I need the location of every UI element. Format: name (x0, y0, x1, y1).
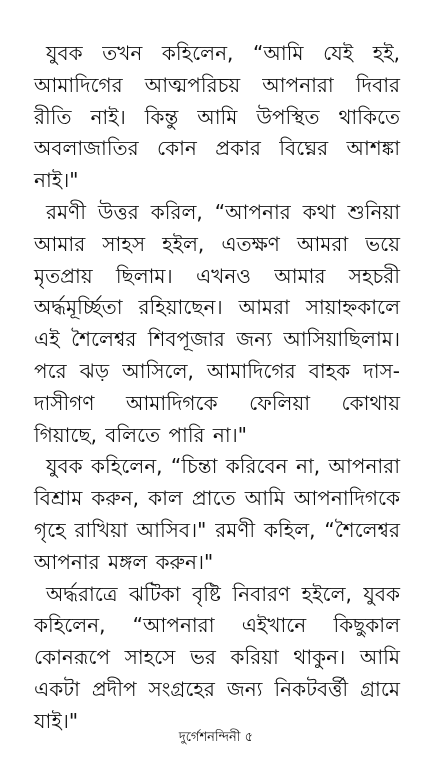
paragraph-3: যুবক কহিলেন, “চিন্তা করিবেন না, আপনারা বিশ্রাম করুন, কাল প্রাতে আমি আপনাদিগকে গৃহে রাখিয়া আসিব।" রমণী কহিল, “শৈলেশ্বর আপনার মঙ্গল করুন।" (34, 454, 400, 574)
book-title: দুর্গেশনন্দিনী (178, 730, 241, 745)
paragraph-1: যুবক তখন কহিলেন, “আমি যেই হই, আমাদিগের আত্মপরিচয় আপনারা দিবার রীতি নাই। কিন্তু আমি উপস্থিত থাকিতে অবলাজাতির কোন প্রকার বিঘ্নের আশঙ্কা নাই।" (34, 41, 400, 193)
paragraph-2: রমণী উত্তর করিল, “আপনার কথা শুনিয়া আমার সাহস হইল, এতক্ষণ আমরা ভয়ে মৃতপ্রায় ছিলাম। এখনও আমার সহচরী অর্দ্ধমূর্চ্ছিতা রহিয়াছেন। আমরা সায়াহ্নকালে এই শৈলেশ্বর শিবপূজার জন্য আসিয়াছিলাম। পরে ঝড় আসিলে, আমাদিগের বাহক দাস-দাসীগণ আমাদিগকে ফেলিয়া কোথায় গিয়াছে, বলিতে পারি না।" (34, 199, 400, 447)
page-number: ৫ (244, 730, 254, 745)
paragraph-4: অর্দ্ধরাত্রে ঝটিকা বৃষ্টি নিবারণ হইলে, যুবক কহিলেন, “আপনারা এইখানে কিছুকাল কোনরূপে সাহসে ভর করিয়া থাকুন। আমি একটা প্রদীপ সংগ্রহের জন্য নিকটবর্ত্তী গ্রামে যাই।" (34, 581, 400, 733)
page-footer (0, 730, 432, 746)
